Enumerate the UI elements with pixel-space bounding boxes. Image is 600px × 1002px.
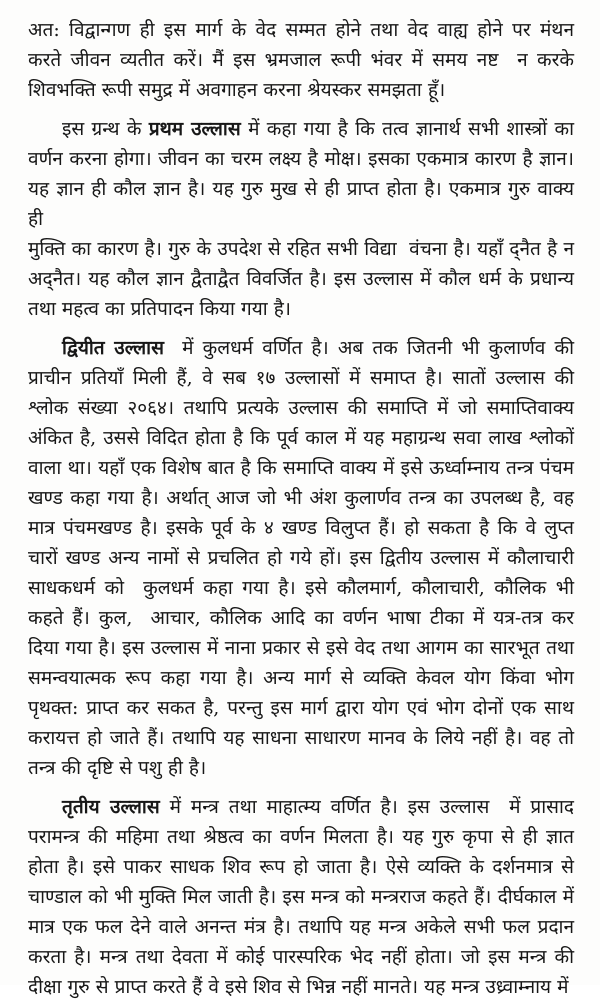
text-run: होता है। इसे पाकर साधक शिव रूप हो जाता है। ऐसे व्यक्ति के दर्शनमात्र से [28, 856, 574, 878]
paragraph-3 [28, 333, 574, 783]
text-line [28, 174, 574, 234]
text-run: मात्र पंचमखण्ड है। इसके पूर्व के ४ खण्ड विलुप्त हैं। हो सकता है कि वे लुप्त [28, 517, 574, 539]
text-line [28, 972, 574, 1002]
text-line [28, 723, 574, 753]
text-run: में मन्त्र तथा माहात्म्य वर्णित है। इस उल्लास में प्रासाद [159, 796, 574, 818]
text-run: प्राचीन प्रतियाँ मिली हैं, वे सब १७ उल्लासों में समाप्त है। सातों उल्लास की [28, 367, 574, 389]
text-line [28, 573, 574, 603]
text-line [28, 942, 574, 972]
text-line [28, 333, 574, 363]
text-line [28, 633, 574, 663]
text-run: साधकधर्म को कुलधर्म कहा गया है। इसे कौलमार्ग, कौलाचारी, कौलिक भी [28, 577, 574, 599]
text-line [28, 423, 574, 453]
text-line [28, 234, 574, 264]
text-run: पृथक्त: प्राप्त कर सकत है, परन्तु इस मार्ग द्वारा योग एवं भोग दोनों एक साथ [28, 697, 574, 719]
text-run: चारों खण्ड अन्य नामों से प्रचलित हो गये हों। इस द्वितीय उल्लास में कौलाचारी [28, 547, 574, 569]
text-run: दीक्षा गुरु से प्राप्त करते हैं वे इसे शिव से भिन्न नहीं मानते। यह मन्त्र उध्र्वाम्नाय में [28, 976, 569, 998]
text-line [28, 363, 574, 393]
text-run: मुक्ति का कारण है। गुरु के उपदेश से रहित सभी विद्या वंचना है। यहाँ द्नैत है न [28, 238, 574, 260]
text-run: यह ज्ञान ही कौल ज्ञान है। यह गुरु मुख से ही प्राप्त होता है। एकमात्र गुरु वाक्य ही [28, 178, 574, 230]
text-run: समन्वयात्मक रूप कहा गया है। अन्य मार्ग से व्यक्ति केवल योग किंवा भोग [28, 667, 574, 689]
text-line [28, 294, 574, 324]
text-line [28, 15, 574, 45]
text-line [28, 792, 574, 822]
text-line [28, 852, 574, 882]
text-line [28, 693, 574, 723]
text-run: श्लोक संख्या २०६४। तथापि प्रत्यके उल्लास की समाप्ति में जो समाप्तिवाक्य [28, 397, 574, 419]
text-line [28, 393, 574, 423]
text-run: वाला था। यहाँ एक विशेष बात है कि समाप्ति वाक्य में इसे ऊर्ध्वाम्नाय तन्त्र पंचम [28, 457, 574, 479]
text-run: करायत्त हो जाते हैं। तथापि यह साधना साधारण मानव के लिये नहीं है। वह तो [28, 727, 574, 749]
text-line [28, 603, 574, 633]
text-line [28, 513, 574, 543]
text-run: परामन्त्र की महिमा तथा श्रेष्ठत्व का वर्णन मिलता है। यह गुरु कृपा से ही ज्ञात [28, 826, 574, 848]
text-run: में कुलधर्म वर्णित है। अब तक जितनी भी कुलार्णव की [163, 337, 574, 359]
text-line [28, 264, 574, 294]
paragraph-1 [28, 15, 574, 105]
bold-heading-run: प्रथम उल्लास [148, 118, 241, 140]
text-line [28, 912, 574, 942]
text-run: अंकित है, उससे विदित होता है कि पूर्व काल में यह महाग्रन्थ सवा लाख श्लोकों [28, 427, 574, 449]
text-run: खण्ड कहा गया है। अर्थात् आज जो भी अंश कुलार्णव तन्त्र का उपलब्ध है, वह [28, 487, 574, 509]
text-line [28, 663, 574, 693]
text-run: वर्णन करना होगा। जीवन का चरम लक्ष्य है मोक्ष। इसका एकमात्र कारण है ज्ञान। [28, 148, 574, 170]
text-block [28, 15, 574, 1002]
text-run: शिवभक्ति रूपी समुद्र में अवगाहन करना श्रेयस्कर समझता हूँ। [28, 79, 446, 101]
text-run: तथा महत्व का प्रतिपादन किया गया है। [28, 298, 291, 320]
text-run: में कहा गया है कि तत्व ज्ञानार्थ सभी शास्त्रों का [240, 118, 574, 140]
bold-heading-run: तृतीय उल्लास [62, 796, 160, 818]
text-line [28, 45, 574, 75]
text-run: कहते हैं। कुल, आचार, कौलिक आदि का वर्णन भाषा टीका में यत्र-तत्र कर [28, 607, 574, 629]
paragraph-4 [28, 792, 574, 1002]
text-run: इस ग्रन्थ के [62, 118, 149, 140]
paragraph-2 [28, 114, 574, 324]
text-run: करते जीवन व्यतीत करें। मैं इस भ्रमजाल रूपी भंवर में समय नष्ट न करके [28, 49, 574, 71]
text-line [28, 114, 574, 144]
text-line [28, 75, 574, 105]
text-run: तन्त्र की दृष्टि से पशु ही है। [28, 757, 207, 779]
text-line [28, 753, 574, 783]
text-run: मात्र एक फल देने वाले अनन्त मंत्र है। तथापि यह मन्त्र अकेले सभी फल प्रदान [28, 916, 574, 938]
text-run: दिया गया है। इस उल्लास में नाना प्रकार से इसे वेद तथा आगम का सारभूत तथा [28, 637, 574, 659]
text-run: करता है। मन्त्र तथा देवता में कोई पारस्परिक भेद नहीं होता। जो इस मन्त्र की [28, 946, 574, 968]
text-run: अद्नैत। यह कौल ज्ञान द्वैताद्वैत विवर्जित है। इस उल्लास में कौल धर्म के प्रधान्य [28, 268, 574, 290]
text-line [28, 483, 574, 513]
text-line [28, 543, 574, 573]
text-line [28, 882, 574, 912]
bold-heading-run: द्वियीत उल्लास [62, 337, 164, 359]
text-run: चाण्डाल को भी मुक्ति मिल जाती है। इस मन्त्र को मन्त्रराज कहते हैं। दीर्घकाल में [28, 886, 574, 908]
text-line [28, 453, 574, 483]
text-run: अत: विद्वान्गण ही इस मार्ग के वेद सम्मत होने तथा वेद वाह्य होने पर मंथन [28, 19, 574, 41]
text-line [28, 144, 574, 174]
text-line [28, 822, 574, 852]
